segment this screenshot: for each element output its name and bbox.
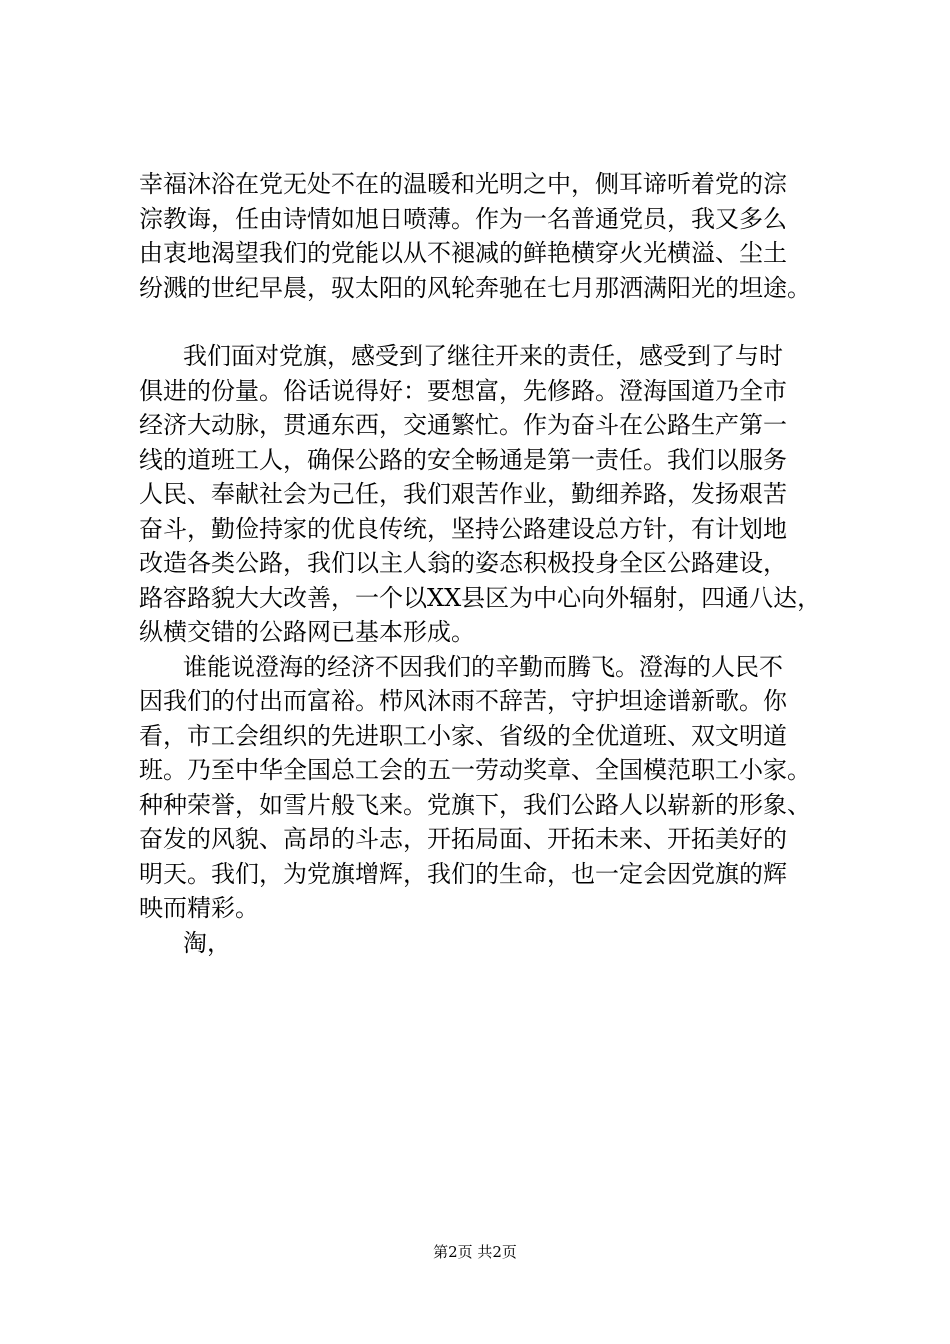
text-line: 奋发的风貌、高昂的斗志，开拓局面、开拓未来、开拓美好的 [139,825,787,853]
text-line: 经济大动脉，贯通东西，交通繁忙。作为奋斗在公路生产第一 [139,411,787,439]
text-line: 改造各类公路，我们以主人翁的姿态积极投身全区公路建设， [139,549,787,577]
text-line: 奋斗，勤俭持家的优良传统，坚持公路建设总方针，有计划地 [139,514,787,543]
text-line: 由衷地渴望我们的党能以从不褪减的鲜艳横穿火光横溢、尘土 [139,239,787,267]
text-line: 看，市工会组织的先进职工小家、省级的全优道班、双文明道 [139,721,787,750]
page-number: 第2页 共2页 [433,1243,517,1261]
paragraph-4 [139,926,829,961]
text-line: 种种荣誉，如雪片般飞来。党旗下，我们公路人以崭新的形象、 [139,790,811,819]
document-body [139,167,829,960]
text-line: 纵横交错的公路网已基本形成。 [139,618,475,646]
text-line: 路容路貌大大改善，一个以XX县区为中心向外辐射，四通八达， [139,583,822,612]
text-line: 因我们的付出而富裕。栉风沐雨不辞苦，守护坦途谱新歌。你 [139,687,787,715]
text-line: 淙教诲，任由诗情如旭日喷薄。作为一名普通党员，我又多么 [139,204,787,233]
text-line: 幸福沐浴在党无处不在的温暖和光明之中，侧耳谛听着党的淙 [139,170,787,198]
text-line: 班。乃至中华全国总工会的五一劳动奖章、全国模范职工小家。 [139,756,811,784]
paragraph-spacer [139,305,829,339]
text-line: 映而精彩。 [139,894,259,922]
text-line: 我们面对党旗，感受到了继往开来的责任，感受到了与时 [183,342,783,370]
paragraph-3 [139,650,829,926]
text-line: 人民、奉献社会为己任，我们艰苦作业，勤细养路，发扬艰苦 [139,480,787,508]
text-line: 纷溅的世纪早晨，驭太阳的风轮奔驰在七月那洒满阳光的坦途。 [139,273,811,302]
paragraph-1 [139,167,829,305]
text-line: 俱进的份量。俗话说得好：要想富，先修路。澄海国道乃全市 [139,376,787,405]
text-line: 谁能说澄海的经济不因我们的辛勤而腾飞。澄海的人民不 [183,652,783,681]
paragraph-2 [139,339,829,650]
text-line: 线的道班工人，确保公路的安全畅通是第一责任。我们以服务 [139,445,787,474]
text-line: 明天。我们，为党旗增辉，我们的生命，也一定会因党旗的辉 [139,859,787,888]
page-footer [0,1242,950,1262]
text-line: 淘， [183,928,231,957]
